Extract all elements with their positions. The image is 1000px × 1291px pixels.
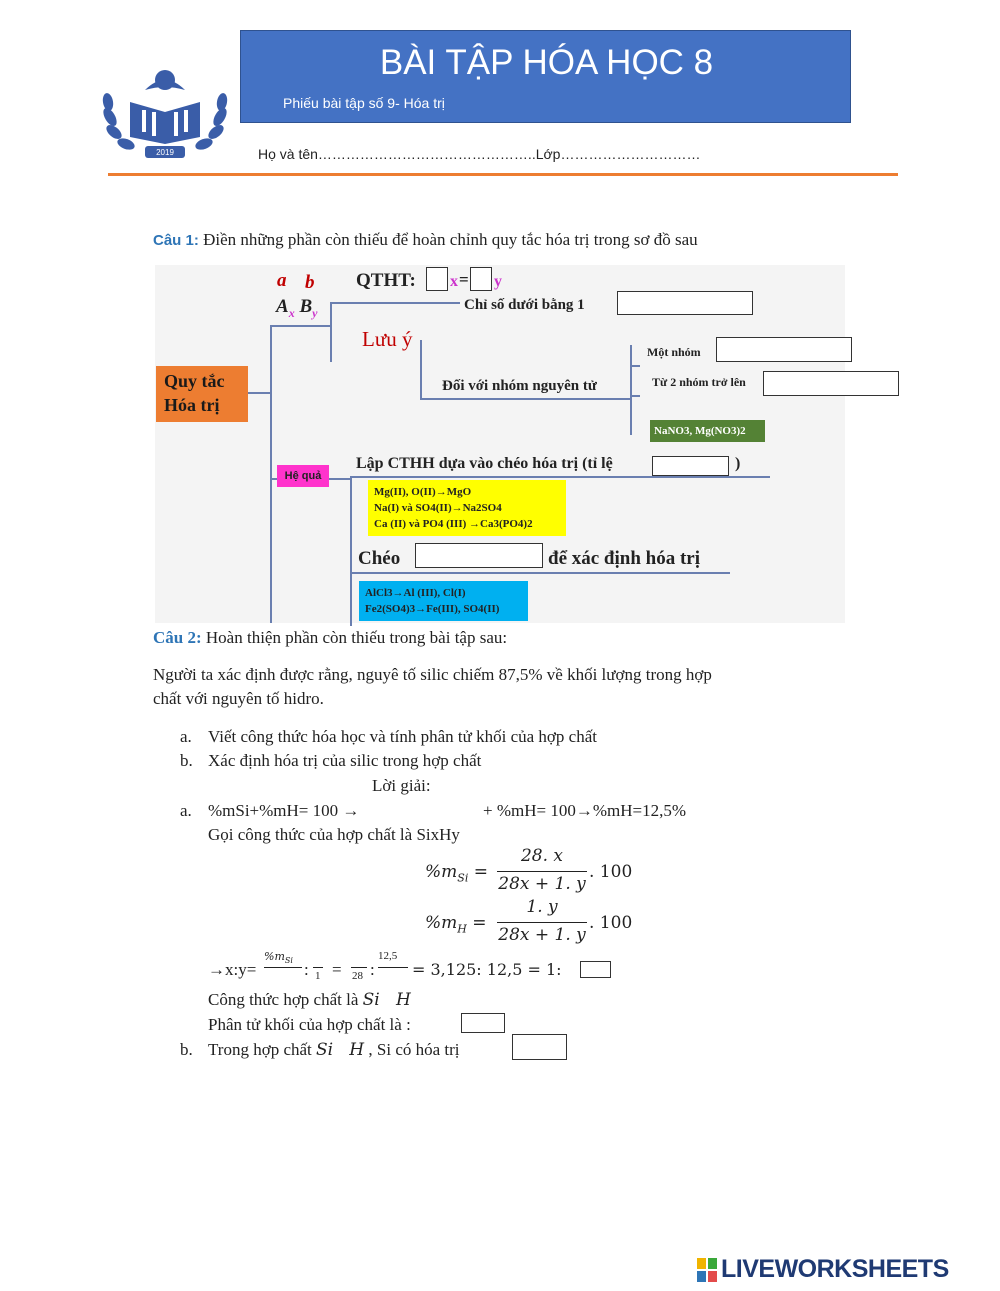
f2-numerator: 1. y xyxy=(526,897,558,917)
doi-voi-label: Đối với nhóm nguyên tử xyxy=(442,378,597,394)
luu-y-label: Lưu ý xyxy=(362,327,413,351)
sub-x: x xyxy=(288,305,295,320)
connector xyxy=(350,572,730,574)
f1-bar xyxy=(497,871,587,872)
q2-label: Câu 2: xyxy=(153,628,202,647)
item-b: Xác định hóa trị của silic trong hợp chất xyxy=(208,751,482,770)
f1-lhs: %m xyxy=(425,862,458,882)
cheo-label: Chéo xyxy=(358,548,401,569)
f2-bar xyxy=(497,922,587,923)
yellow-line: Mg(II), O(II)→MgO xyxy=(374,486,472,498)
mot-nhom-input[interactable] xyxy=(716,337,852,362)
ptk-input[interactable] xyxy=(461,1013,505,1033)
example-yellow xyxy=(368,480,566,536)
sol-b-right: , Si có hóa trị xyxy=(368,1040,460,1059)
q2-text: Hoàn thiện phần còn thiếu trong bài tập sau: xyxy=(205,628,508,647)
f1-numerator: 28. x xyxy=(520,846,564,866)
diagram-background xyxy=(155,265,845,623)
brand-text: LIVEWORKSHEETS xyxy=(721,1255,949,1283)
f2-tail: . 100 xyxy=(589,913,633,933)
qtht-input-a[interactable] xyxy=(426,267,448,291)
liveworksheets-logo xyxy=(697,1255,997,1285)
qtht-input-b[interactable] xyxy=(470,267,492,291)
sol-b-left: Trong hợp chất xyxy=(208,1040,312,1059)
worksheet-subtitle: Phiếu bài tập số 9- Hóa trị xyxy=(283,95,445,111)
ptk-label: Phân tử khối của hợp chất là : xyxy=(208,1015,411,1034)
connector xyxy=(350,476,352,626)
q2-paragraph-1: Người ta xác định được rằng, nguyê tố silic chiếm 87,5% về khối lượng trong hợp xyxy=(153,665,712,684)
cheo-input[interactable] xyxy=(415,543,543,568)
f1-tail: . 100 xyxy=(589,862,633,882)
sol-b-line xyxy=(208,1040,460,1060)
valence-a: a xyxy=(277,270,287,291)
sol-b-marker: b. xyxy=(180,1040,193,1059)
hoa-tri-input[interactable] xyxy=(512,1034,567,1060)
sol-a-left: %mSi+%mH= 100 → xyxy=(208,801,360,820)
connector xyxy=(270,325,272,623)
cong-thuc-label: Công thức hợp chất là xyxy=(208,990,359,1009)
example-blue xyxy=(359,581,528,621)
item-a: Viết công thức hóa học và tính phân tử khối của hợp chất xyxy=(208,727,597,746)
connector xyxy=(350,476,770,478)
f1-sub: Si xyxy=(457,871,469,885)
sol-a-marker: a. xyxy=(180,801,192,820)
qtht-x: x xyxy=(450,273,458,290)
ratio-frac1-num: %m xyxy=(264,950,285,963)
formula-axby xyxy=(276,296,317,321)
ratio-frac1 xyxy=(264,950,293,965)
f2-denominator: 28x + 1. y xyxy=(498,925,586,945)
sol-a-right: + %mH= 100→%mH=12,5% xyxy=(483,801,686,820)
root-node: Quy tắc Hóa trị xyxy=(156,366,248,422)
ratio-line xyxy=(208,950,628,990)
brand-icon xyxy=(697,1258,717,1282)
item-a-marker: a. xyxy=(180,727,192,746)
connector xyxy=(630,395,640,397)
si-h-formula: Si H xyxy=(362,990,411,1010)
ratio-lead: →x:y= xyxy=(208,960,257,979)
connector xyxy=(330,302,332,362)
qtht-y: y xyxy=(494,273,502,290)
ti-le-input[interactable] xyxy=(652,456,729,476)
f2-sub: H xyxy=(457,922,467,936)
item-b-marker: b. xyxy=(180,751,193,770)
atom-b: B xyxy=(299,296,313,317)
logo-year: 2019 xyxy=(156,148,174,157)
mot-nhom-label: Một nhóm xyxy=(647,345,701,359)
connector xyxy=(630,345,632,435)
ratio-frac4-num: 12,5 xyxy=(378,950,398,962)
blue-line: AlCl3→Al (III), Cl(I) xyxy=(365,587,466,599)
ratio-frac2-den: 1 xyxy=(315,970,321,982)
connector xyxy=(330,302,460,304)
chi-so-input[interactable] xyxy=(617,291,753,315)
qtht-equals: = xyxy=(459,270,469,289)
valence-b: b xyxy=(305,272,315,293)
ratio-input[interactable] xyxy=(580,961,611,978)
sub-y: y xyxy=(312,305,318,320)
goi-cong-thuc: Gọi công thức của hợp chất là SixHy xyxy=(208,825,460,844)
ratio-frac2-bar xyxy=(313,967,323,968)
yellow-line: Ca (II) và PO4 (III) →Ca3(PO4)2 xyxy=(374,518,533,530)
sol-b-si-h: Si H xyxy=(316,1040,365,1060)
page-title: BÀI TẬP HÓA HỌC 8 xyxy=(379,43,714,82)
loi-giai: Lời giải: xyxy=(372,776,431,795)
example-green-text: NaNO3, Mg(NO3)2 xyxy=(654,425,746,437)
connector xyxy=(630,365,640,367)
ratio-frac3-den: 28 xyxy=(352,970,363,982)
connector xyxy=(248,392,270,394)
q2-paragraph-2: chất với nguyên tố hidro. xyxy=(153,689,324,708)
q1-prompt xyxy=(153,230,698,250)
f2-lhs: %m xyxy=(425,913,458,933)
cheo-tail: để xác định hóa trị xyxy=(548,548,701,569)
example-green xyxy=(650,420,765,442)
title-banner xyxy=(240,30,851,123)
ratio-frac1-bar xyxy=(264,967,302,968)
chi-so-label: Chỉ số dưới bằng 1 xyxy=(464,297,585,313)
he-qua-badge: Hệ quả xyxy=(277,465,329,487)
connector xyxy=(420,340,422,400)
ratio-frac3-bar xyxy=(351,967,367,968)
ratio-frac4-bar xyxy=(378,967,408,968)
name-class-line: Họ và tên………………………………………..Lớp………………………… xyxy=(258,146,701,162)
connector xyxy=(420,398,630,400)
tu-2-nhom-label: Từ 2 nhóm trở lên xyxy=(652,375,746,389)
q1-text: Điền những phần còn thiếu để hoàn chỉnh quy tắc hóa trị trong sơ đồ sau xyxy=(203,230,698,249)
ratio-colon-2: : xyxy=(370,960,375,979)
yellow-line: Na(I) và SO4(II)→Na2SO4 xyxy=(374,502,502,514)
ratio-frac1-sub: Si xyxy=(284,956,293,966)
connector xyxy=(270,325,330,327)
f1-denominator: 28x + 1. y xyxy=(498,874,586,894)
ratio-tail: = 3,125: 12,5 = 1: xyxy=(412,960,562,979)
qtht-label: QTHT: xyxy=(356,270,416,291)
lap-close: ) xyxy=(735,455,741,472)
q1-label: Câu 1: xyxy=(153,232,199,249)
tu-2-nhom-input[interactable] xyxy=(763,371,899,396)
ratio-eq: = xyxy=(332,960,342,979)
cong-thuc-line xyxy=(208,990,411,1010)
lap-cthh-label: Lập CTHH dựa vào chéo hóa trị (tỉ lệ xyxy=(356,455,613,472)
atom-a: A xyxy=(276,296,289,317)
header-divider xyxy=(108,173,898,176)
q2-prompt xyxy=(153,628,507,648)
blue-line: Fe2(SO4)3→Fe(III), SO4(II) xyxy=(365,603,500,615)
school-logo xyxy=(100,62,230,162)
ratio-colon-1: : xyxy=(304,960,309,979)
